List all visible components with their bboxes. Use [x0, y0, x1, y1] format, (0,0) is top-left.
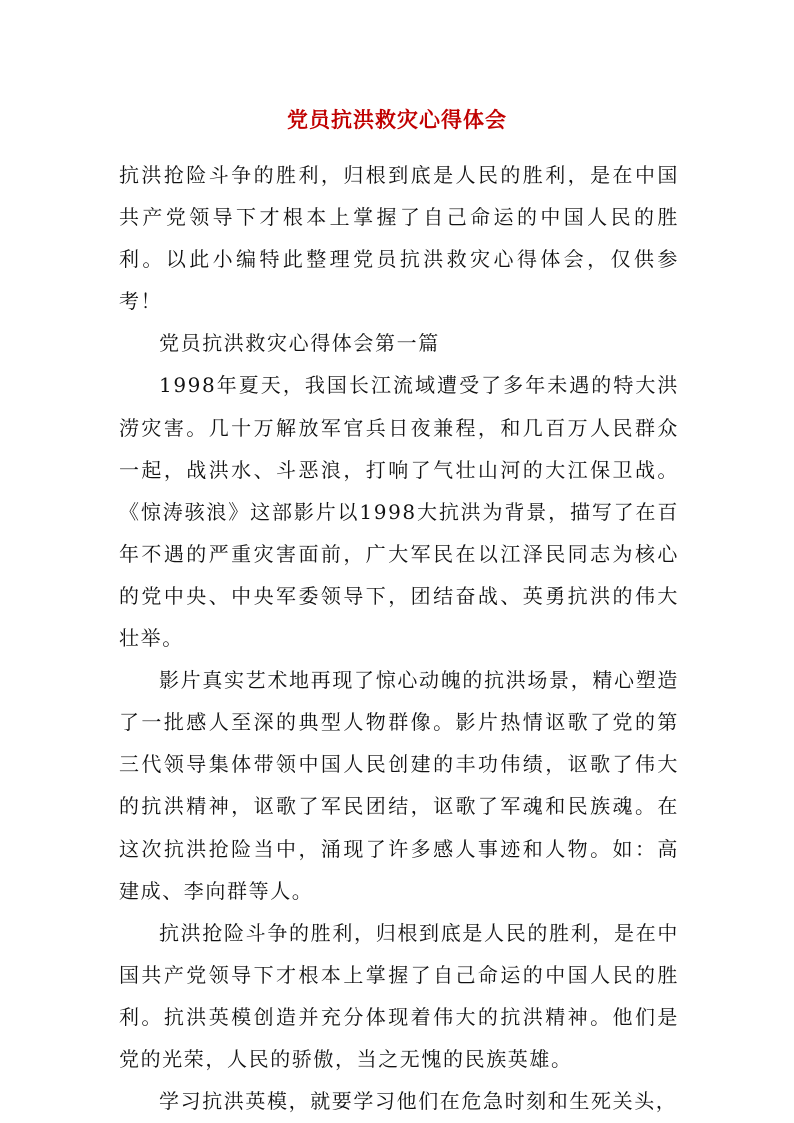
body-paragraph: 学习抗洪英模，就要学习他们在危急时刻和生死关头，: [159, 1089, 678, 1114]
document-body: [119, 154, 679, 1122]
body-paragraph: 1998年夏天，我国长江流域遭受了多年未遇的特大洪涝灾害。几十万解放军官兵日夜兼程，和几百万人民群众一起，战洪水、斗恶浪，打响了气壮山河的大江保卫战。《惊涛骇浪》这部影片以1998大抗洪为背景，描写了在百年不遇的严重灾害面前，广大军民在以江泽民同志为核心的党中央、中央军委领导下，团结奋战、英勇抗洪的伟大壮举。: [119, 373, 679, 651]
body-paragraph: 影片真实艺术地再现了惊心动魄的抗洪场景，精心塑造了一批感人至深的典型人物群像。影片热情讴歌了党的第三代领导集体带领中国人民创建的丰功伟绩，讴歌了伟大的抗洪精神，讴歌了军民团结，讴歌了军魂和民族魂。在这次抗洪抢险当中，涌现了许多感人事迹和人物。如：高建成、李向群等人。: [119, 668, 679, 903]
body-paragraph: 抗洪抢险斗争的胜利，归根到底是人民的胜利，是在中国共产党领导下才根本上掌握了自己命运的中国人民的胜利。抗洪英模创造并充分体现着伟大的抗洪精神。他们是党的光荣，人民的骄傲，当之无愧的民族英雄。: [119, 920, 679, 1071]
document-title: 党员抗洪救灾心得体会: [287, 107, 507, 132]
intro-paragraph: 抗洪抢险斗争的胜利，归根到底是人民的胜利，是在中国共产党领导下才根本上掌握了自己命运的中国人民的胜利。以此小编特此整理党员抗洪救灾心得体会，仅供参考！: [119, 163, 679, 314]
section-heading: 党员抗洪救灾心得体会第一篇: [159, 331, 440, 356]
